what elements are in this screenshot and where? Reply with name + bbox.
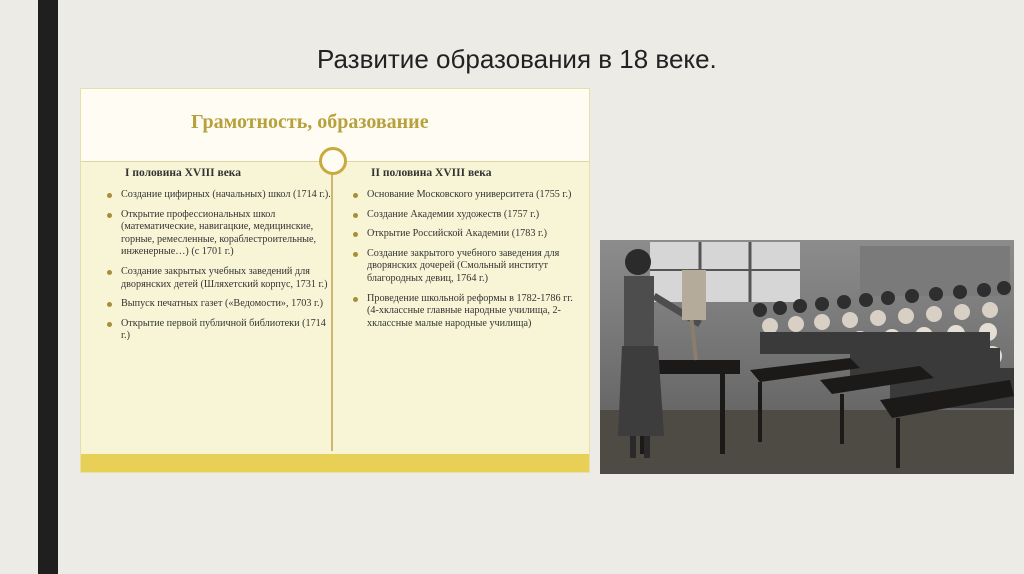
- bullet-icon: [353, 252, 358, 257]
- education-table-image: [80, 88, 590, 473]
- list-item: [349, 248, 581, 286]
- slide-title: Развитие образования в 18 веке.: [317, 44, 717, 74]
- bullet-icon: [353, 213, 358, 218]
- list-item: [103, 189, 331, 202]
- list-item: [349, 189, 581, 202]
- list-item: [103, 298, 331, 311]
- list-item-text: Создание закрытых учебных заведений для дворянских детей (Шляхетский корпус, 1731 г.): [121, 265, 328, 290]
- list-item-text: Открытие Российской Академии (1783 г.): [367, 228, 547, 240]
- bullet-icon: [107, 302, 112, 307]
- list-item: [349, 293, 581, 331]
- list-item-text: Открытие профессиональных школ (математические, навигацкие, медицинские, горные, ремесленные, кораблестроительные, инженерные…) (с 1701 г.): [121, 208, 317, 258]
- second-half-header: II половина XVIII века: [371, 167, 492, 179]
- list-item: [349, 209, 581, 222]
- bullet-icon: [353, 193, 358, 198]
- bullet-icon: [107, 193, 112, 198]
- column-divider: [331, 161, 333, 451]
- bullet-icon: [353, 297, 358, 302]
- table-title: Грамотность, образование: [191, 111, 429, 133]
- list-item-text: Создание Академии художеств (1757 г.): [367, 208, 540, 220]
- list-item: [349, 228, 581, 241]
- classroom-photo: [600, 240, 1014, 474]
- bullet-icon: [353, 232, 358, 237]
- first-half-header: I половина XVIII века: [125, 167, 242, 179]
- list-item: [103, 318, 331, 343]
- bullet-icon: [107, 322, 112, 327]
- list-item-text: Открытие первой публичной библиотеки (1714 г.): [121, 317, 326, 342]
- list-item-text: Основание Московского университета (1755 г.): [367, 189, 572, 200]
- bullet-icon: [107, 213, 112, 218]
- left-accent-bar: [38, 0, 58, 574]
- second-half-list: [349, 189, 581, 330]
- list-item-text: Создание закрытого учебного заведения для дворянских дочерей (Смольный институт благородных девиц, 1764 г.): [367, 247, 560, 284]
- second-half-column: [349, 167, 581, 337]
- list-item-text: Проведение школьной реформы в 1782-1786 гг. (4-хклассные главные народные училища, 2-хклассные малые народные училища): [367, 292, 573, 329]
- list-item: [103, 209, 331, 259]
- first-half-column: [103, 167, 331, 350]
- table-footer-band: [81, 454, 589, 472]
- classroom-photo-illustration: [600, 240, 1014, 474]
- first-half-list: [103, 189, 331, 343]
- list-item-text: Выпуск печатных газет («Ведомости», 1703 г.): [121, 298, 323, 310]
- list-item: [103, 266, 331, 291]
- list-item-text: Создание цифирных (начальных) школ (1714 г.).: [121, 189, 331, 200]
- bullet-icon: [107, 270, 112, 275]
